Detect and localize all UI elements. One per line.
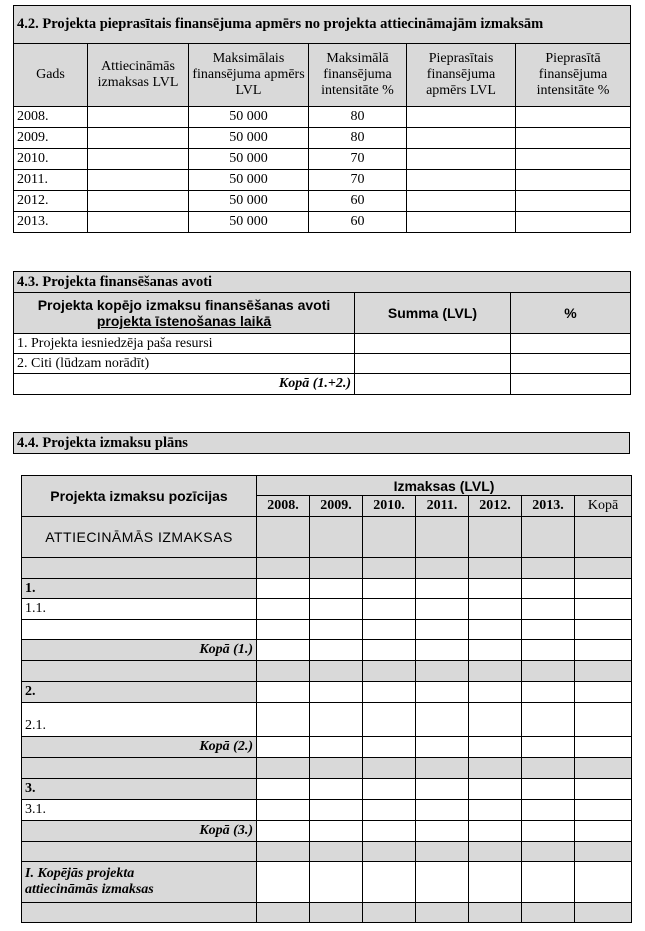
total-label: Kopā (1.+2.) (14, 374, 355, 395)
max-intensity-cell: 60 (309, 212, 407, 233)
header-year: Gads (14, 44, 88, 107)
table-row (14, 354, 631, 374)
header-sum: Summa (LVL) (355, 293, 511, 334)
year-cell: 2013. (14, 212, 88, 233)
max-funding-cell: 50 000 (189, 128, 309, 149)
table-row (14, 170, 631, 191)
item-1-1-label: 1.1. (22, 599, 257, 620)
table-row (14, 128, 631, 149)
year-cell: 2011. (14, 170, 88, 191)
table-row (22, 821, 632, 842)
table-row (14, 107, 631, 128)
section-4-3-title: 4.3. Projekta finansēšanas avoti (14, 272, 631, 293)
group-1-label: 1. (22, 579, 257, 599)
financing-sources-table (13, 271, 631, 395)
grand-total-line1: I. Kopējās projekta (25, 866, 135, 881)
header-eligible-costs: Attiecināmās izmaksas LVL (88, 44, 189, 107)
requested-funding-cell[interactable] (407, 191, 516, 212)
group-3-label: 3. (22, 779, 257, 800)
header-year-2011: 2011. (416, 496, 469, 517)
max-funding-cell: 50 000 (189, 191, 309, 212)
table-row (22, 862, 632, 903)
year-cell: 2009. (14, 128, 88, 149)
header-max-funding: Maksimālais finansējuma apmērs LVL (189, 44, 309, 107)
header-year-2010: 2010. (363, 496, 416, 517)
item-2-1-label: 2.1. (22, 703, 257, 737)
requested-funding-cell[interactable] (407, 212, 516, 233)
header-cost-positions: Projekta izmaksu pozīcijas (22, 476, 257, 517)
requested-intensity-cell[interactable] (516, 191, 631, 212)
header-requested-funding: Pieprasītais finansējuma apmērs LVL (407, 44, 516, 107)
max-intensity-cell: 70 (309, 149, 407, 170)
year-cell: 2008. (14, 107, 88, 128)
header-year-2012: 2012. (469, 496, 522, 517)
eligible-costs-cell[interactable] (88, 191, 189, 212)
year-cell: 2010. (14, 149, 88, 170)
sum-cell[interactable] (355, 334, 511, 354)
header-percent: % (511, 293, 631, 334)
funding-request-table (13, 5, 631, 233)
requested-intensity-cell[interactable] (516, 107, 631, 128)
header-year-2013: 2013. (522, 496, 575, 517)
requested-funding-cell[interactable] (407, 128, 516, 149)
table-row (22, 703, 632, 737)
header-year-2008: 2008. (257, 496, 310, 517)
requested-funding-cell[interactable] (407, 170, 516, 191)
table-row (14, 149, 631, 170)
section-4-4-title: 4.4. Projekta izmaksu plāns (14, 433, 630, 454)
table-row (14, 191, 631, 212)
max-funding-cell: 50 000 (189, 212, 309, 233)
table-row (14, 374, 631, 395)
max-funding-cell: 50 000 (189, 149, 309, 170)
table-row (22, 579, 632, 599)
section-4-2-title: 4.2. Projekta pieprasītais finansējuma apmērs no projekta attiecināmajām izmaksām (14, 6, 631, 44)
requested-intensity-cell[interactable] (516, 149, 631, 170)
requested-intensity-cell[interactable] (516, 128, 631, 149)
source-label: 2. Citi (lūdzam norādīt) (14, 354, 355, 374)
max-intensity-cell: 70 (309, 170, 407, 191)
max-intensity-cell: 80 (309, 128, 407, 149)
header-year-2009: 2009. (310, 496, 363, 517)
eligible-costs-cell[interactable] (88, 212, 189, 233)
max-funding-cell: 50 000 (189, 170, 309, 191)
eligible-costs-cell[interactable] (88, 107, 189, 128)
header-max-intensity: Maksimālā finansējuma intensitāte % (309, 44, 407, 107)
header-financing-sources-line1: Projekta kopējo izmaksu finansēšanas avoti (37, 297, 331, 313)
total-3-label: Kopā (3.) (22, 821, 257, 842)
percent-cell[interactable] (511, 334, 631, 354)
table-row (22, 800, 632, 821)
eligible-costs-cell[interactable] (88, 170, 189, 191)
table-row (22, 737, 632, 758)
sum-cell[interactable] (355, 374, 511, 395)
table-row (22, 640, 632, 661)
item-3-1-label: 3.1. (22, 800, 257, 821)
header-financing-sources (14, 293, 355, 334)
requested-intensity-cell[interactable] (516, 170, 631, 191)
year-cell: 2012. (14, 191, 88, 212)
requested-intensity-cell[interactable] (516, 212, 631, 233)
table-row (22, 682, 632, 703)
header-total: Kopā (575, 496, 632, 517)
source-label: 1. Projekta iesniedzēja paša resursi (14, 334, 355, 354)
cost-plan-table (21, 475, 632, 923)
header-requested-intensity: Pieprasītā finansējuma intensitāte % (516, 44, 631, 107)
percent-cell[interactable] (511, 354, 631, 374)
table-row (14, 334, 631, 354)
total-2-label: Kopā (2.) (22, 737, 257, 758)
grand-total-line2: attiecināmās izmaksas (25, 882, 154, 897)
table-row (22, 620, 632, 640)
max-intensity-cell: 60 (309, 191, 407, 212)
section-4-4-title-bar (13, 432, 630, 454)
sum-cell[interactable] (355, 354, 511, 374)
max-funding-cell: 50 000 (189, 107, 309, 128)
total-1-label: Kopā (1.) (22, 640, 257, 661)
eligible-costs-cell[interactable] (88, 149, 189, 170)
requested-funding-cell[interactable] (407, 107, 516, 128)
table-row (22, 599, 632, 620)
eligible-costs-cell[interactable] (88, 128, 189, 149)
header-costs-lvl: Izmaksas (LVL) (257, 476, 632, 496)
group-2-label: 2. (22, 682, 257, 703)
requested-funding-cell[interactable] (407, 149, 516, 170)
table-row (14, 212, 631, 233)
grand-total-label (22, 862, 257, 903)
header-financing-sources-line2: projekta īstenošanas laikā (96, 313, 272, 329)
eligible-costs-label: ATTIECINĀMĀS IZMAKSAS (22, 517, 257, 558)
table-row (22, 779, 632, 800)
percent-cell[interactable] (511, 374, 631, 395)
max-intensity-cell: 80 (309, 107, 407, 128)
